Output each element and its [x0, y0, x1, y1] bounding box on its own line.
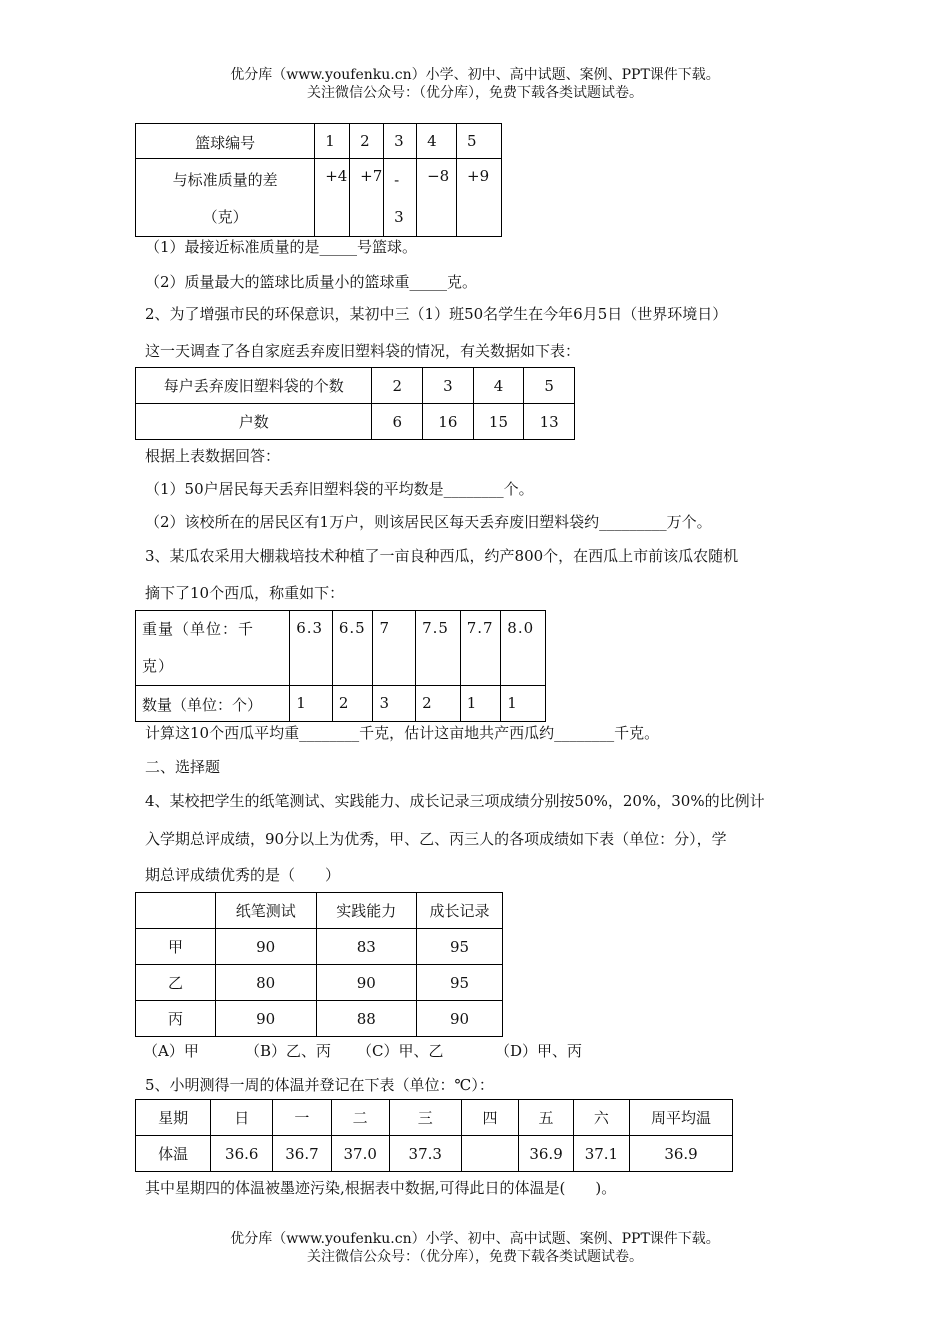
- plastic-bag-table: [135, 367, 575, 440]
- table-cell: 16: [423, 404, 474, 440]
- table-cell: 7: [373, 611, 416, 686]
- table-cell: 6.3: [290, 611, 333, 686]
- table-cell: [461, 1136, 519, 1172]
- table-row: [136, 404, 575, 440]
- table-cell: 3: [373, 686, 416, 722]
- table-cell: 六: [573, 1100, 629, 1136]
- cell-text: （克）: [202, 208, 248, 226]
- q1-part-2: （2）质量最大的篮球比质量小的篮球重_____克。: [145, 273, 478, 291]
- table-cell: 7.5: [416, 611, 461, 686]
- table-cell: 36.9: [630, 1136, 733, 1172]
- table-cell: 2: [350, 124, 384, 159]
- q4-line-1: 4、某校把学生的纸笔测试、实践能力、成长记录三项成绩分别按50%，20%，30%的比例计: [145, 792, 765, 810]
- table-row: [136, 1100, 733, 1136]
- table-cell: [136, 159, 315, 237]
- table-cell: 90: [417, 1001, 503, 1037]
- table-cell: 15: [473, 404, 524, 440]
- option-d: （D）甲、丙: [495, 1042, 583, 1060]
- table-cell: 体温: [136, 1136, 211, 1172]
- table-cell: 1: [315, 124, 350, 159]
- footer-line-2: 关注微信公众号：（优分库），免费下载各类试题试卷。: [307, 1249, 643, 1265]
- table-cell: −8: [417, 159, 457, 237]
- table-cell: +7: [350, 159, 384, 237]
- table-cell: 3: [423, 368, 474, 404]
- q4-line-3: 期总评成绩优秀的是（ ）: [145, 866, 341, 884]
- temperature-table: [135, 1099, 733, 1172]
- cell-text: 重量（单位：千: [142, 620, 255, 638]
- table-cell: [136, 893, 216, 929]
- table-cell: 13: [524, 404, 575, 440]
- header-line-1: 优分库（www.youfenku.cn）小学、初中、高中试题、案例、PPT课件下载。: [230, 67, 720, 83]
- table-cell: 7.7: [460, 611, 501, 686]
- table-cell: 4: [473, 368, 524, 404]
- table-cell: 37.1: [573, 1136, 629, 1172]
- table-cell: 8.0: [501, 611, 546, 686]
- table-cell: 5: [524, 368, 575, 404]
- q3-after: 计算这10个西瓜平均重________千克，估计这亩地共产西瓜约________千克。: [145, 724, 660, 742]
- table-cell: 乙: [136, 965, 216, 1001]
- table-row: [136, 965, 503, 1001]
- table-cell: 二: [331, 1100, 389, 1136]
- table-cell: 36.7: [273, 1136, 331, 1172]
- table-cell: 纸笔测试: [215, 893, 316, 929]
- option-b: （B）乙、丙: [245, 1042, 332, 1060]
- table-cell: 83: [316, 929, 417, 965]
- table-cell: 4: [417, 124, 457, 159]
- table-cell: 88: [316, 1001, 417, 1037]
- q2-part-1: （1）50户居民每天丢弃旧塑料袋的平均数是________个。: [145, 480, 534, 498]
- table-cell: 6.5: [332, 611, 373, 686]
- footer-line-1: 优分库（www.youfenku.cn）小学、初中、高中试题、案例、PPT课件下载。: [230, 1231, 720, 1247]
- q2-line-1: 2、为了增强市民的环保意识，某初中三（1）班50名学生在今年6月5日（世界环境日）: [145, 305, 728, 323]
- table-cell: +4: [315, 159, 350, 237]
- table-cell: 36.6: [211, 1136, 273, 1172]
- table-cell: 2: [332, 686, 373, 722]
- q2-part-2: （2）该校所在的居民区有1万户，则该居民区每天丢弃废旧塑料袋约_________万个。: [145, 513, 712, 531]
- q4-line-2: 入学期总评成绩，90分以上为优秀，甲、乙、丙三人的各项成绩如下表（单位：分），学: [145, 830, 727, 848]
- cell-text: 3: [394, 208, 404, 226]
- q5-line-1: 5、小明测得一周的体温并登记在下表（单位：℃）：: [145, 1076, 494, 1094]
- table-row: [136, 124, 502, 159]
- option-c: （C）甲、乙: [357, 1042, 444, 1060]
- table-cell: 1: [460, 686, 501, 722]
- table-cell: 五: [519, 1100, 573, 1136]
- table-cell: 95: [417, 965, 503, 1001]
- table-cell: 实践能力: [316, 893, 417, 929]
- q1-part-1: （1）最接近标准质量的是_____号篮球。: [145, 238, 418, 256]
- table-cell: 数量（单位：个）: [136, 686, 290, 722]
- cell-text: -: [394, 171, 400, 189]
- table-cell: 1: [290, 686, 333, 722]
- table-cell: 一: [273, 1100, 331, 1136]
- table-cell: 1: [501, 686, 546, 722]
- basketball-table: [135, 123, 502, 237]
- table-cell: 80: [215, 965, 316, 1001]
- table-cell: 四: [461, 1100, 519, 1136]
- q5-after: 其中星期四的体温被墨迹污染,根据表中数据,可得此日的体温是( )。: [145, 1179, 617, 1197]
- table-row: [136, 611, 546, 686]
- table-cell: 日: [211, 1100, 273, 1136]
- q2-after: 根据上表数据回答：: [145, 447, 281, 465]
- table-cell: 周平均温: [630, 1100, 733, 1136]
- cell-text: 克）: [142, 657, 175, 675]
- header-line-2: 关注微信公众号：（优分库），免费下载各类试题试卷。: [307, 85, 643, 101]
- table-cell: 90: [215, 929, 316, 965]
- q3-line-1: 3、某瓜农采用大棚栽培技术种植了一亩良种西瓜，约产800个，在西瓜上市前该瓜农随机: [145, 547, 739, 565]
- table-cell: [136, 611, 290, 686]
- table-cell: 甲: [136, 929, 216, 965]
- q3-line-2: 摘下了10个西瓜，称重如下：: [145, 584, 345, 602]
- table-cell: 5: [457, 124, 502, 159]
- table-cell: 90: [215, 1001, 316, 1037]
- table-row: [136, 368, 575, 404]
- table-cell: 每户丢弃废旧塑料袋的个数: [136, 368, 372, 404]
- score-table: [135, 892, 503, 1037]
- table-row: [136, 929, 503, 965]
- q2-line-2: 这一天调查了各自家庭丢弃废旧塑料袋的情况，有关数据如下表：: [145, 342, 581, 360]
- table-cell: 篮球编号: [136, 124, 315, 159]
- table-cell: 星期: [136, 1100, 211, 1136]
- table-row: [136, 893, 503, 929]
- cell-text: 与标准质量的差: [172, 171, 278, 189]
- table-cell: 95: [417, 929, 503, 965]
- table-row: [136, 1136, 733, 1172]
- table-cell: 成长记录: [417, 893, 503, 929]
- watermelon-table: [135, 610, 546, 722]
- table-cell: 2: [372, 368, 423, 404]
- table-cell: 丙: [136, 1001, 216, 1037]
- table-cell: 3: [384, 124, 417, 159]
- table-row: [136, 159, 502, 237]
- table-cell: 36.9: [519, 1136, 573, 1172]
- table-cell: 三: [389, 1100, 461, 1136]
- table-cell: 37.0: [331, 1136, 389, 1172]
- section-title: 二、选择题: [145, 758, 221, 776]
- table-row: [136, 1001, 503, 1037]
- table-cell: 37.3: [389, 1136, 461, 1172]
- table-cell: 6: [372, 404, 423, 440]
- table-cell: +9: [457, 159, 502, 237]
- table-cell: [384, 159, 417, 237]
- option-a: （A）甲: [143, 1042, 199, 1060]
- table-row: [136, 686, 546, 722]
- table-cell: 2: [416, 686, 461, 722]
- table-cell: 90: [316, 965, 417, 1001]
- table-cell: 户数: [136, 404, 372, 440]
